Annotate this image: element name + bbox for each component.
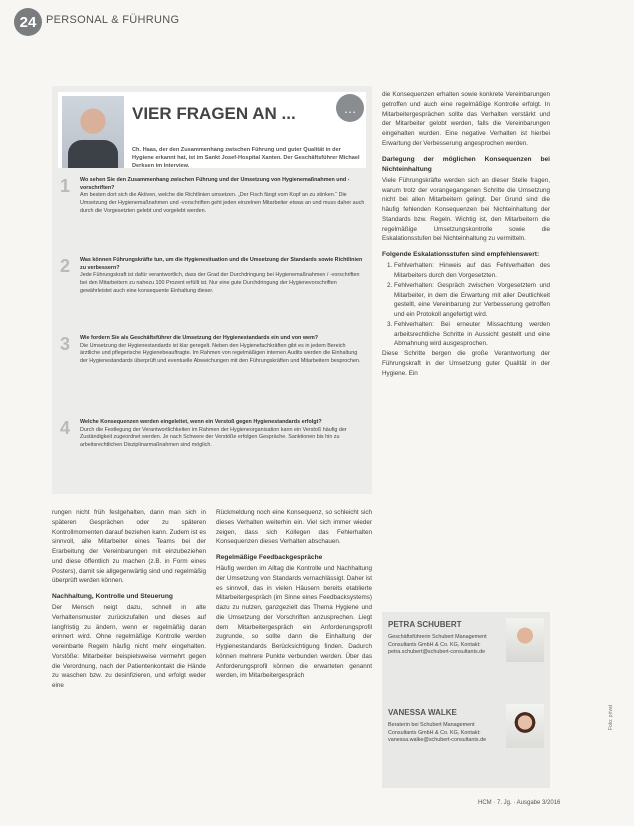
subheading: Nachhaltung, Kontrolle und Steuerung [52, 593, 173, 600]
answer-text: Am besten dort sich die Aktiven, welche die Richtlinien umsetzen. „Der Fisch fängt vom Kopf an zu stinken.“ Die Umsetzung der Hygienemaßnahmen und -vorschriften geht jeden einzelnen Mitarbeiter etwas an und muss daher auch durch die Vorgesetzten gelebt und vorgelebt werden. [80, 192, 365, 214]
list-item: 2. Fehlverhalten: Gespräch zwischen Vorgesetztem und Mitarbeiter, in dem die Erwartung mit aller Deutlichkeit gestellt, eine Vereinbarung zur Verbesserung getroffen und ein Protokoll angefertigt wird. [394, 281, 550, 320]
question-number: 2 [60, 256, 71, 276]
paragraph: die Konsequenzen erhalten sowie konkrete Vereinbarungen getroffen und auch eine regelmäßige Kontrolle erfolgt. In Mitarbeitergesprächen sollte das Verhalten verstärkt und der Mitarbeiter gelobt werden, falls die Vereinbarungen eingehalten wurden. Eine negative Verhalten ist hierbei Erwartung der Verbesserung angesprochen werden. [382, 91, 550, 147]
subheading: Darlegung der möglichen Konsequenzen bei Nichteinhaltung [382, 155, 550, 173]
paragraph: Diese Schritte bergen die große Verantwortung der Führungskraft in der Umsetzung guter Qualität in der Hygiene. Ein [382, 350, 550, 377]
question-number: 1 [60, 176, 71, 196]
subheading: Folgende Eskalationsstufen sind empfehlenswert: [382, 251, 540, 259]
question-text: Wo sehen Sie den Zusammenhang zwischen Führung und der Umsetzung von Hygienemaßnahmen und -vorschriften? [80, 177, 350, 191]
paragraph: Häufig werden im Alltag die Kontrolle und Nachhaltung der Umsetzung von Standards vernachlässigt. Daher ist es sinnvoll, das in vielen Häusern bereits etablierte Mitarbeitergespräch (im Sinne eines Feedbacksystems) dazu zu nutzen, ganzgezielt das Thema Hygiene und die Umsetzung der Vorschriften anzusprechen. Liegt dem Mitarbeitergespräch ein Anforderungsprofil zugrunde, so sollte dann die Einhaltung der Hygienestandards Berücksichtigung finden. Dadurch können mehrere Punkte verbunden werden. Über das Anforderungsprofil können die erwarteten genannt werden, im Mitarbeitergespräch [216, 565, 372, 680]
answer-text: Die Umsetzung der Hygienestandards ist klar geregelt. Neben den Hygienefachkräften gibt es in jedem Bereich ärztliche und pflegerische Hygienebeauftragte. Im Rahmen von regelmäßigen internen Audits werden die Einhaltung der Hygienestandards überprüft und eventuelle Abweichungen mit den Führungskräften und Mitarbeitern besprochen. [80, 342, 361, 365]
author-info: Beraterin bei Schubert Management Consultants GmbH & Co. KG, Kontakt: vanessa.walke@schubert-consultants.de [388, 722, 487, 744]
question-number: 3 [60, 334, 71, 354]
right-column [382, 90, 550, 378]
paragraph: Rückmeldung noch eine Konsequenz, so schleicht sich dieses Verhalten weiterhin ein. Viel sich immer wieder zeigen, dass sich Kollegen das Fehlerhalten Konsequenzen dieses Verhalten abschauen. [216, 509, 372, 546]
bottom-column-1 [52, 508, 206, 691]
author-sidebar [382, 612, 550, 788]
question-4 [60, 418, 366, 488]
author-info: Geschäftsführerin Schubert Management Consultants GmbH & Co. KG, Kontakt: petra.schubert@schubert-consultants.de [388, 634, 487, 656]
author-name: PETRA SCHUBERT [388, 620, 462, 629]
paragraph: Der Mensch neigt dazu, schnell in alte Verhaltensmuster zurückzufallen und dieses auf langfristig zu ändern, wenn er regelmäßig daran erinnert wird. Ohne regelmäßige Kontrolle werden vereinbarte Regeln häufig nicht mehr eingehalten. Vorstöße: Mitarbeiter beispielsweise vermehrt gegen die Verordnung, nach der Patientenkontakt die Hände zu waschen bzw. zu desinfizieren, und erfolgt weder eine [52, 604, 206, 690]
interviewee-portrait [62, 96, 124, 168]
interview-heading: VIER FRAGEN AN ... [132, 104, 296, 123]
list-item: 3. Fehlverhalten: Bei erneuter Missachtung werden arbeitsrechtliche Schritte in Aussicht gestellt und eine Abmahnung wird ausgesprochen. [394, 320, 550, 349]
answer-text: Durch die Festlegung der Verantwortlichkeiten im Rahmen der Hygieneorganisation kann ein Verstoß häufig der Zuständigkeit zugeordnet werden. Je nach Schwere der Verstöße erfolgen Gespräche. Sanktionen bis hin zu arbeitsrechtlichen Disziplinarmaßnahmen sind möglich. [80, 426, 347, 449]
question-3 [60, 334, 366, 410]
question-1 [60, 176, 366, 246]
paragraph: Viele Führungskräfte werden sich an dieser Stelle fragen, warum trotz der vorangegangenen Schritte die Umsetzung nicht bei allen Mitarbeitern gelingt. Der Grund sind die häufig fehlenden Konsequenzen bei Nichteinhaltung der Standards bzw. Regeln. Wichtig ist, den Mitarbeitern die regelmäßige Umsetzungskontrolle sowie die Eskalationsstufen bei Nichteinhaltung zu vermitteln. [382, 176, 550, 243]
question-text: Was können Führungskräfte tun, um die Hygienesituation und die Umsetzung der Standards sowie Richtlinien zu verbessern? [80, 257, 363, 271]
interview-intro: Ch. Haas, der den Zusammenhang zwischen Führung und guter Qualität in der Hygiene erkannt hat, ist im Sankt Josef-Hospital Xanten. Der Geschäftsführer Michael Derksen im Interview. [132, 147, 360, 170]
bottom-column-2 [216, 508, 372, 681]
paragraph: rungen nicht früh festgehalten, dann man sich in späteren Gesprächen oder zu späteren Kontrollmomenten darauf beziehen kann. Zudem ist es sinnvoll, alle Mitarbeiter eines Teams bei der Erarbeitung der Vereinbarungen mit einzubeziehen und diese öffentlich zu machen (z.B. in Form eines Posters), damit sie allgegenwärtig sind und regelmäßig überprüft werden können. [52, 509, 206, 585]
page-footer: HCM · 7. Jg. · Ausgabe 3/2016 [478, 800, 561, 806]
answer-text: Jede Führungskraft ist dafür verantwortlich, dass der Grad der Durchdringung bei Hygienemaßnahmen / -vorschriften bei den Mitarbeitern zu nahezu 100 Prozent erfüllt ist. Nur eine gute Durchdringung der Hygienevorschriften gewährleistet auch eine konsequente Einhaltung dieser. [80, 272, 360, 294]
list-item: 1. Fehlverhalten: Hinweis auf das Fehlverhalten des Mitarbeiters durch den Vorgesetzten. [394, 261, 550, 281]
author-name: VANESSA WALKE [388, 708, 457, 717]
question-text: Welche Konsequenzen werden eingeleitet, wenn ein Verstoß gegen Hygienestandards erfolgt? [80, 419, 322, 425]
subheading: Regelmäßige Feedbackgespräche [216, 554, 323, 561]
author-photo [506, 704, 544, 748]
photo-credit: Foto: privat [608, 704, 614, 730]
question-text: Wie fordern Sie als Geschäftsführer die Umsetzung der Hygienestandards ein und von wem? [80, 335, 319, 341]
speech-bubble-icon: … [336, 94, 364, 122]
question-number: 4 [60, 418, 71, 438]
page-number-badge: 24 [14, 8, 42, 36]
escalation-list [382, 261, 550, 349]
author-photo [506, 618, 544, 662]
question-2 [60, 256, 366, 326]
section-header: PERSONAL & FÜHRUNG [46, 14, 180, 26]
